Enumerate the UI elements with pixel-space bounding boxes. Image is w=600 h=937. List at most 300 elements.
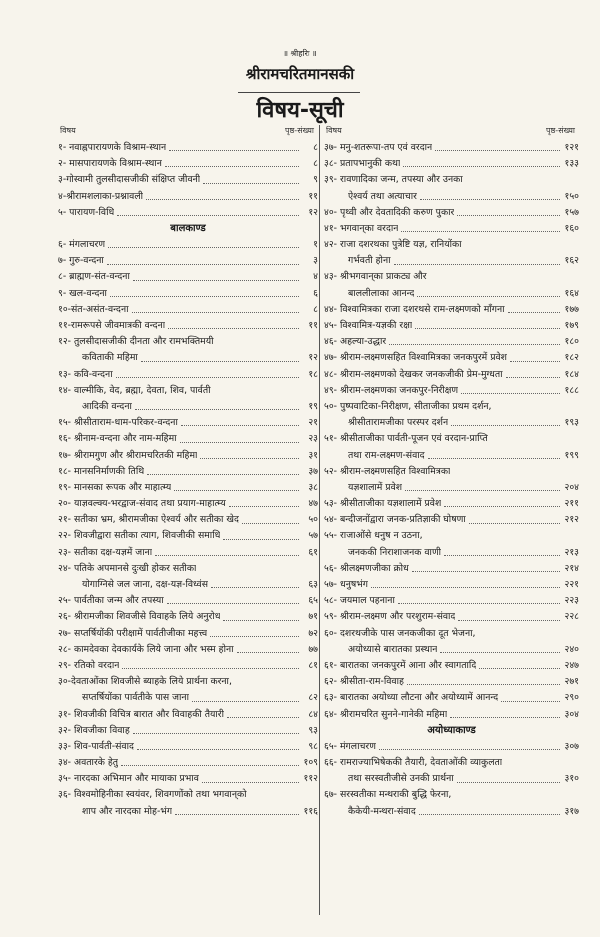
toc-entry[interactable] (324, 205, 579, 221)
dot-leader (137, 749, 299, 750)
entry-title: बाललीलाका आनन्द (348, 287, 415, 299)
entry-page-number: ११ (308, 190, 318, 202)
entry-title: ६- मंगलाचरण (58, 239, 106, 251)
toc-entry[interactable] (58, 205, 318, 221)
entry-title: १५- श्रीसीताराम-धाम-परिकर-वन्दना (58, 417, 178, 429)
toc-entry[interactable] (324, 690, 579, 706)
dot-leader (415, 328, 560, 329)
book-title: श्रीरामचरितमानसकी (245, 65, 355, 83)
toc-entry[interactable] (324, 270, 579, 286)
toc-entry[interactable] (58, 788, 318, 804)
entry-page-number: १७९ (564, 320, 579, 332)
toc-entry[interactable] (324, 707, 579, 723)
toc-entry[interactable] (324, 804, 579, 820)
toc-entry[interactable] (324, 480, 579, 496)
entry-title: ५४- बन्दीजनोंद्वारा जनक-प्रतिज्ञाकी घोषणा (324, 514, 466, 526)
entry-title: ४०- पृथ्वी और देवतादिकी करुण पुकार (324, 206, 455, 218)
toc-entry[interactable] (324, 367, 579, 383)
toc-entry[interactable] (324, 529, 579, 545)
entry-page-number: ९३ (308, 724, 318, 736)
entry-title: तथा राम-लक्ष्मण-संवाद (348, 449, 425, 461)
dot-leader (479, 668, 560, 669)
title-underline (238, 92, 360, 93)
entry-page-number: १८८ (564, 384, 579, 396)
entry-page-number: २३ (308, 433, 318, 445)
entry-page-number: १६० (564, 222, 579, 234)
dot-leader (394, 264, 560, 265)
column-divider (319, 125, 320, 915)
toc-entry[interactable] (324, 318, 579, 334)
dot-leader (116, 377, 299, 378)
entry-title: ५८- जयमाल पहनाना (324, 595, 395, 607)
entry-page-number: ११६ (303, 805, 318, 817)
entry-page-number: १ (313, 239, 318, 251)
entry-title: २- मासपारायणके विश्राम-स्थान (58, 158, 162, 170)
dot-leader (420, 199, 560, 200)
entry-title: २६- श्रीरामजीका शिवजीसे विवाहके लिये अनुरोध (58, 611, 221, 623)
entry-page-number: १७७ (564, 303, 579, 315)
entry-title: ४३- श्रीभगवान्‌का प्राकट्य और (324, 271, 427, 283)
entry-page-number: १५७ (564, 206, 579, 218)
dot-leader (122, 668, 299, 669)
entry-page-number: १८० (564, 336, 579, 348)
toc-entry[interactable] (58, 739, 318, 755)
entry-page-number: ६५ (308, 595, 318, 607)
toc-entry[interactable] (324, 415, 579, 431)
entry-title: जनककी निराशाजनक वाणी (348, 546, 442, 558)
page-header: पृष्ठ-संख्या (546, 126, 575, 135)
entry-page-number: १५० (564, 190, 579, 202)
toc-right-column (324, 125, 579, 820)
entry-title: ६३- बारातका अयोध्या लौटना और अयोध्यामें आनन्द (324, 692, 499, 704)
dot-leader (211, 587, 299, 588)
entry-title: १२- तुलसीदासजीकी दीनता और रामभक्तिमयी (58, 336, 214, 348)
dot-leader (451, 425, 560, 426)
dot-leader (202, 782, 299, 783)
entry-page-number: ५७ (308, 530, 318, 542)
toc-entry[interactable] (324, 739, 579, 755)
entry-page-number: १८ (308, 368, 318, 380)
entry-title: ३२- शिवजीका विवाह (58, 724, 130, 736)
dot-leader (229, 506, 299, 507)
toc-entry[interactable] (58, 674, 318, 690)
entry-title: ५५- राजाओंसे धनुष न उठना, (324, 530, 423, 542)
toc-entry[interactable] (58, 253, 318, 269)
entry-title: शाप और नारदका मोह-भंग (82, 805, 173, 817)
toc-entry[interactable] (324, 545, 579, 561)
dot-leader (110, 296, 299, 297)
entry-page-number: २२१ (564, 579, 579, 591)
toc-entry[interactable] (324, 561, 579, 577)
toc-entry[interactable] (58, 172, 318, 188)
entry-page-number: ८२ (308, 692, 318, 704)
entry-title: १७- श्रीरामगुण और श्रीरामचरितकी महिमा (58, 449, 198, 461)
entry-title: ४८- श्रीराम-लक्ष्मणको देखकर जनकजीकी प्रेम-मुग्धता (324, 368, 503, 380)
dot-leader (401, 231, 560, 232)
toc-entry[interactable] (324, 156, 579, 172)
dot-leader (389, 344, 560, 345)
dot-leader (210, 636, 299, 637)
entry-title: ५७- धनुषभंग (324, 579, 368, 591)
toc-entry[interactable] (58, 690, 318, 706)
subject-header: विषय (60, 126, 76, 135)
dot-leader (458, 620, 560, 621)
toc-entry[interactable] (58, 334, 318, 350)
entry-title: श्रीसीतारामजीका परस्पर दर्शन (348, 417, 449, 429)
dot-leader (107, 264, 299, 265)
toc-entry[interactable] (324, 512, 579, 528)
toc-entry[interactable] (58, 496, 318, 512)
toc-entry[interactable] (58, 140, 318, 156)
dot-leader (428, 458, 560, 459)
dot-leader (435, 150, 560, 151)
entry-page-number: ३०४ (564, 708, 579, 720)
entry-page-number: ३०७ (564, 740, 579, 752)
dot-leader (117, 215, 299, 216)
subject-header: विषय (326, 126, 342, 135)
toc-entry[interactable] (58, 609, 318, 625)
entry-title: ९- खल-वन्दना (58, 287, 107, 299)
entry-page-number: ९ (313, 174, 318, 186)
entry-page-number: ३१ (308, 449, 318, 461)
toc-entry[interactable] (58, 545, 318, 561)
toc-entry[interactable] (324, 496, 579, 512)
page-title: विषय-सूची (256, 98, 344, 123)
entry-title: ६१- बारातका जनकपुरमें आना और स्वागतादि (324, 659, 477, 671)
page-header: पृष्ठ-संख्या (285, 126, 314, 135)
section-heading: बालकाण्ड (170, 222, 206, 234)
dot-leader (174, 490, 299, 491)
entry-title: यज्ञशालामें प्रवेश (348, 481, 403, 493)
entry-page-number: २१२ (564, 514, 579, 526)
dot-leader (203, 183, 299, 184)
toc-entry[interactable] (58, 771, 318, 787)
entry-page-number: २११ (564, 498, 579, 510)
entry-title: १- नवाह्नपारायणके विश्राम-स्थान (58, 141, 167, 153)
toc-entry[interactable] (324, 448, 579, 464)
entry-title: ५२- श्रीराम-लक्ष्मणसहित विश्वामित्रका (324, 465, 451, 477)
dot-leader (133, 733, 299, 734)
entry-page-number: ३१७ (564, 805, 579, 817)
toc-entry[interactable] (324, 237, 579, 253)
dot-leader (457, 215, 560, 216)
entry-page-number: ११२ (303, 773, 318, 785)
entry-page-number: १२१ (564, 141, 579, 153)
entry-page-number: १८४ (564, 368, 579, 380)
toc-entry[interactable] (58, 156, 318, 172)
dot-leader (398, 603, 560, 604)
entry-title: ४७- श्रीराम-लक्ष्मणसहित विश्वामित्रका जनकपुरमें प्रवेश (324, 352, 507, 364)
entry-title: ३०-देवताओंका शिवजीसे ब्याहके लिये प्रार्थना करना, (58, 676, 232, 688)
toc-entry[interactable] (58, 480, 318, 496)
entry-page-number: ७७ (308, 643, 318, 655)
entry-title: ऐश्वर्य तथा अत्याचार (348, 190, 417, 202)
toc-entry[interactable] (324, 431, 579, 447)
entry-title: ३४- अवतारके हेतु (58, 757, 119, 769)
entry-title: १३- कवि-वन्दना (58, 368, 113, 380)
entry-page-number: ८ (313, 158, 318, 170)
entry-title: ३३- शिव-पार्वती-संवाद (58, 740, 134, 752)
entry-title: १०-संत-असंत-वन्दना (58, 303, 129, 315)
entry-page-number: १६२ (564, 255, 579, 267)
dot-leader (141, 361, 299, 362)
dot-leader (133, 280, 299, 281)
dot-leader (469, 523, 560, 524)
entry-title: गर्भवती होना (348, 255, 391, 267)
entry-page-number: ३८ (308, 481, 318, 493)
entry-page-number: २२३ (564, 595, 579, 607)
toc-entry[interactable] (324, 140, 579, 156)
entry-page-number: ४ (313, 271, 318, 283)
toc-entry[interactable] (324, 253, 579, 269)
toc-entry[interactable] (58, 658, 318, 674)
entry-page-number: १२ (308, 206, 318, 218)
entry-page-number: ४७ (308, 498, 318, 510)
dot-leader (510, 361, 560, 362)
entry-title: २२- शिवजीद्वारा सतीका त्याग, शिवजीकी समाधि (58, 530, 221, 542)
entry-title: सप्तर्षियोंका पार्वतीके पास जाना (82, 692, 189, 704)
toc-entry[interactable] (324, 642, 579, 658)
dot-leader (417, 296, 560, 297)
entry-title: ३८- प्रतापभानुकी कथा (324, 158, 401, 170)
entry-page-number: ५० (308, 514, 318, 526)
entry-page-number: २०४ (564, 481, 579, 493)
entry-title: ८- ब्राह्मण-संत-वन्दना (58, 271, 130, 283)
entry-page-number: ८ (313, 141, 318, 153)
entry-title: ४१- भगवान्‌का वरदान (324, 222, 399, 234)
toc-entry[interactable] (324, 658, 579, 674)
toc-entry[interactable] (58, 383, 318, 399)
dot-leader (180, 442, 299, 443)
toc-entry[interactable] (58, 707, 318, 723)
toc-entry[interactable] (324, 464, 579, 480)
toc-entry[interactable] (58, 593, 318, 609)
toc-entry[interactable] (324, 189, 579, 205)
entry-page-number: १९९ (564, 449, 579, 461)
toc-entry[interactable] (324, 577, 579, 593)
toc-entry[interactable] (58, 415, 318, 431)
toc-entry[interactable] (58, 350, 318, 366)
dot-leader (407, 684, 560, 685)
entry-title: ३५- नारदका अभिमान और मायाका प्रभाव (58, 773, 199, 785)
entry-title: ६२- श्रीसीता-राम-विवाह (324, 676, 404, 688)
entry-title: ७- गुरु-वन्दना (58, 255, 104, 267)
toc-entry[interactable] (58, 318, 318, 334)
entry-title: ६०- दशरथजीके पास जनकजीका दूत भेजना, (324, 627, 476, 639)
toc-entry[interactable] (58, 448, 318, 464)
entry-page-number: ३७ (308, 465, 318, 477)
dot-leader (242, 523, 299, 524)
top-invocation: ॥ श्रीहरिः ॥ (283, 49, 317, 58)
dot-leader (165, 166, 299, 167)
column-header (58, 125, 318, 136)
entry-page-number: ३ (313, 255, 318, 267)
dot-leader (371, 587, 560, 588)
toc-left-column (58, 125, 318, 820)
entry-title: २५- पार्वतीका जन्म और तपस्या (58, 595, 164, 607)
dot-leader (167, 603, 299, 604)
toc-entry[interactable] (324, 626, 579, 642)
toc-entry[interactable] (58, 804, 318, 820)
entry-title: २३- सतीका दक्ष-यज्ञमें जाना (58, 546, 153, 558)
dot-leader (135, 409, 299, 410)
dot-leader (419, 814, 560, 815)
toc-entry[interactable] (58, 723, 318, 739)
entry-page-number: ६१ (308, 546, 318, 558)
entry-title: ३-गोस्वामी तुलसीदासजीकी संक्षिप्त जीवनी (58, 174, 201, 186)
entry-title: आदिकी वन्दना (82, 400, 132, 412)
toc-entry[interactable] (58, 755, 318, 771)
entry-page-number: २९० (564, 692, 579, 704)
entry-title: २९- रतिको वरदान (58, 659, 120, 671)
dot-leader (132, 312, 299, 313)
entry-page-number: २२८ (564, 611, 579, 623)
column-header (324, 125, 579, 136)
toc-entry[interactable] (324, 383, 579, 399)
entry-title: कविताकी महिमा (82, 352, 138, 364)
entry-title: ४-श्रीरामशलाका-प्रश्नावली (58, 190, 144, 202)
dot-leader (506, 377, 560, 378)
entry-page-number: ८१ (308, 659, 318, 671)
toc-entry[interactable] (324, 350, 579, 366)
entry-title: कैकेयी-मन्थरा-संवाद (348, 805, 416, 817)
toc-left-list (58, 140, 318, 820)
entry-page-number: १३३ (564, 158, 579, 170)
dot-leader (457, 782, 560, 783)
toc-entry[interactable] (324, 221, 579, 237)
entry-title: ४९- श्रीराम-लक्ष्मणका जनकपुर-निरीक्षण (324, 384, 459, 396)
entry-page-number: २१३ (564, 546, 579, 558)
entry-title: ५०- पुष्पवाटिका-निरीक्षण, सीताजीका प्रथम दर्शन, (324, 400, 492, 412)
dot-leader (227, 717, 299, 718)
dot-leader (121, 765, 299, 766)
toc-right-list (324, 140, 579, 820)
toc-entry[interactable] (324, 172, 579, 188)
toc-entry[interactable] (58, 367, 318, 383)
entry-page-number: ७२ (308, 627, 318, 639)
entry-page-number: ११ (308, 320, 318, 332)
dot-leader (181, 425, 299, 426)
entry-title: ३७- मनु-शतरूपा-तप एवं वरदान (324, 141, 433, 153)
entry-title: ४४- विश्वामित्रका राजा दशरथसे राम-लक्ष्मणको माँगना (324, 303, 505, 315)
toc-entry[interactable] (58, 512, 318, 528)
entry-title: ३६- विश्वमोहिनीका स्वयंवर, शिवगणोंको तथा भगवान्‌को (58, 789, 247, 801)
toc-entry[interactable] (58, 237, 318, 253)
entry-page-number: ९८ (308, 740, 318, 752)
entry-title: ५- पारायण-विधि (58, 206, 115, 218)
dot-leader (175, 814, 299, 815)
entry-title: तथा सरस्वतीजीसे उनकी प्रार्थना (348, 773, 454, 785)
entry-title: ६५- मंगलाचरण (324, 740, 376, 752)
entry-title: योगाग्निसे जल जाना, दक्ष-यज्ञ-विध्वंस (82, 579, 208, 591)
entry-title: २४- पतिके अपमानसे दुःखी होकर सतीका (58, 562, 197, 574)
toc-entry[interactable] (58, 302, 318, 318)
entry-title: ६६- रामराज्याभिषेककी तैयारी, देवताओंकी व्याकुलता (324, 757, 503, 769)
entry-page-number: २७१ (564, 676, 579, 688)
toc-entry[interactable] (324, 788, 579, 804)
dot-leader (108, 247, 299, 248)
entry-title: ३१- शिवजीकी विचित्र बारात और विवाहकी तैयारी (58, 708, 225, 720)
dot-leader (444, 555, 560, 556)
toc-entry[interactable] (324, 286, 579, 302)
entry-title: १९- मानसका रूपक और माहात्म्य (58, 481, 172, 493)
entry-title: ५६- श्रीलक्ष्मणजीका क्रोध (324, 562, 409, 574)
toc-entry[interactable] (324, 334, 579, 350)
toc-entry[interactable] (58, 529, 318, 545)
dot-leader (508, 312, 560, 313)
dot-leader (155, 555, 299, 556)
dot-leader (168, 328, 299, 329)
toc-entry[interactable] (58, 189, 318, 205)
entry-page-number: १८२ (564, 352, 579, 364)
toc-entry[interactable] (58, 626, 318, 642)
toc-entry[interactable] (58, 286, 318, 302)
toc-entry[interactable] (58, 270, 318, 286)
entry-title: ३९- रावणादिका जन्म, तपस्या और उनका (324, 174, 463, 186)
dot-leader (412, 571, 560, 572)
dot-leader (146, 199, 299, 200)
dot-leader (501, 701, 560, 702)
dot-leader (444, 506, 560, 507)
dot-leader (440, 652, 560, 653)
entry-title: १४- वाल्मीकि, वेद, ब्रह्मा, देवता, शिव, पार्वती (58, 384, 211, 396)
toc-entry[interactable] (324, 399, 579, 415)
toc-entry[interactable] (324, 771, 579, 787)
entry-title: ४५- विश्वामित्र-यज्ञकी रक्षा (324, 320, 413, 332)
dot-leader (403, 166, 560, 167)
toc-entry[interactable] (324, 674, 579, 690)
entry-title: २८- कामदेवका देवकार्यके लिये जाना और भस्म होना (58, 643, 234, 655)
toc-entry[interactable] (324, 593, 579, 609)
entry-page-number: १९ (308, 400, 318, 412)
entry-title: ६४- श्रीरामचरित सुनने-गानेकी महिमा (324, 708, 448, 720)
entry-page-number: १९३ (564, 417, 579, 429)
entry-page-number: ८४ (308, 708, 318, 720)
entry-title: १६- श्रीनाम-वन्दना और नाम-महिमा (58, 433, 177, 445)
dot-leader (223, 539, 299, 540)
entry-title: २१- सतीका भ्रम, श्रीरामजीका ऐश्वर्य और सतीका खेद (58, 514, 239, 526)
dot-leader (379, 749, 560, 750)
entry-page-number: २१४ (564, 562, 579, 574)
entry-title: ५३- श्रीसीताजीका यज्ञशालामें प्रवेश (324, 498, 442, 510)
toc-entry[interactable] (58, 399, 318, 415)
toc-entry[interactable] (58, 464, 318, 480)
toc-entry[interactable] (58, 561, 318, 577)
dot-leader (405, 490, 560, 491)
entry-title: अयोध्यासे बारातका प्रस्थान (348, 643, 438, 655)
section-heading: अयोध्याकाण्ड (427, 724, 476, 736)
entry-page-number: ६ (313, 287, 318, 299)
entry-page-number: १०९ (303, 757, 318, 769)
dot-leader (461, 393, 560, 394)
toc-entry[interactable] (58, 431, 318, 447)
entry-title: ६७- सरस्वतीका मन्थराकी बुद्धि फेरना, (324, 789, 452, 801)
dot-leader (200, 458, 299, 459)
toc-entry[interactable] (324, 609, 579, 625)
dot-leader (450, 717, 560, 718)
entry-page-number: ६३ (308, 579, 318, 591)
entry-page-number: ७१ (308, 611, 318, 623)
dot-leader (192, 701, 299, 702)
entry-page-number: २४७ (564, 659, 579, 671)
entry-title: २०- याज्ञवल्क्य-भरद्वाज-संवाद तथा प्रयाग-माहात्म्य (58, 498, 226, 510)
toc-entry[interactable] (324, 302, 579, 318)
dot-leader (169, 150, 299, 151)
toc-entry[interactable] (58, 577, 318, 593)
entry-title: ११-रामरूपसे जीवमात्रकी वन्दना (58, 320, 166, 332)
toc-entry[interactable] (324, 755, 579, 771)
toc-entry[interactable] (58, 642, 318, 658)
